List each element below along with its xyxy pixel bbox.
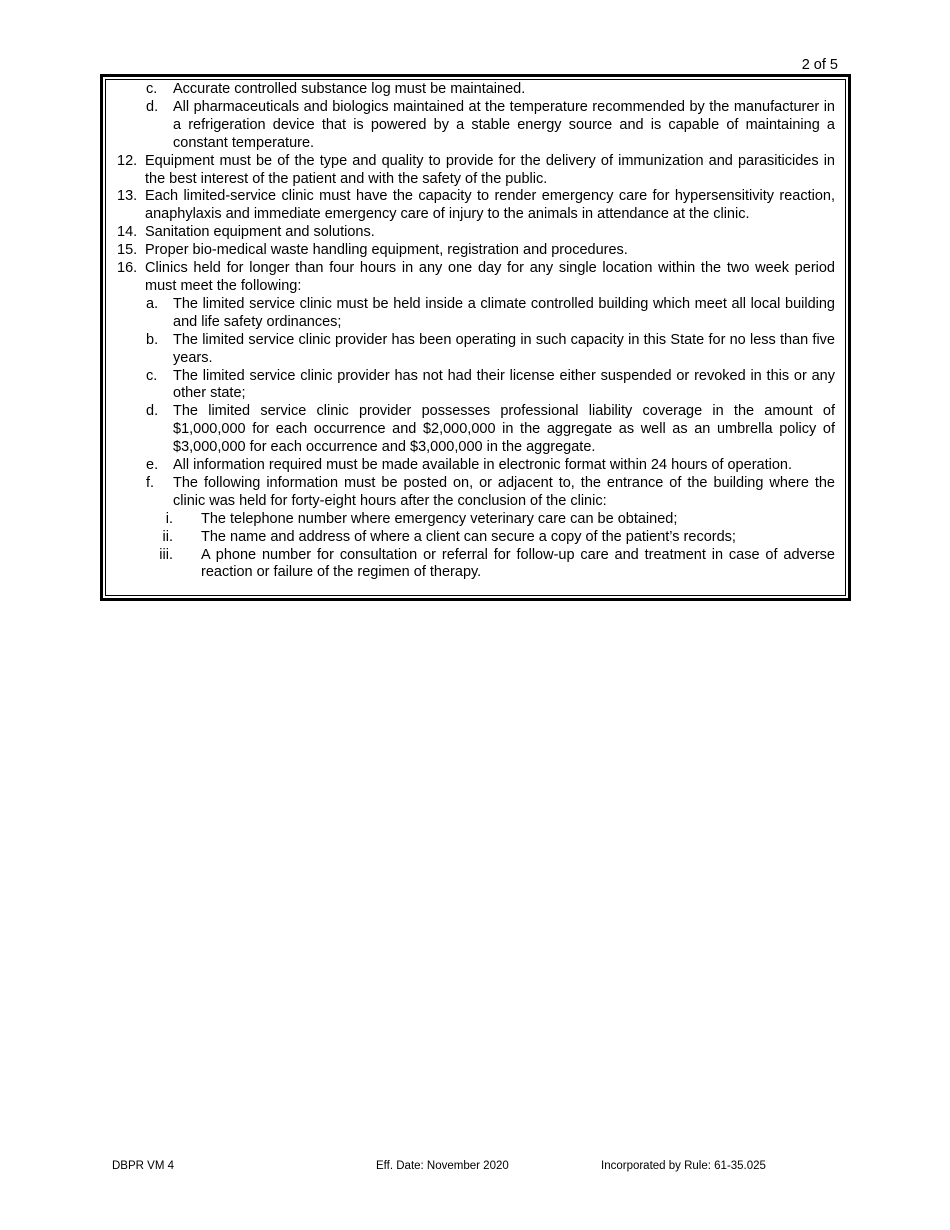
list-item bbox=[117, 511, 835, 529]
list-item bbox=[117, 368, 835, 404]
list-item bbox=[117, 81, 835, 99]
list-item bbox=[117, 529, 835, 547]
footer-form-id: DBPR VM 4 bbox=[112, 1160, 174, 1172]
list-item-marker: 15. bbox=[117, 242, 138, 259]
list-item-text: The limited service clinic must be held inside a climate controlled building which meet all local building and life safety ordinances; bbox=[173, 295, 835, 330]
list-item-text: Equipment must be of the type and quality to provide for the delivery of immunization and parasiticides in the best interest of the patient and with the safety of the public. bbox=[145, 152, 835, 187]
content-box bbox=[100, 74, 851, 601]
list-item-text: The limited service clinic provider has not had their license either suspended or revoked in this or any other state; bbox=[173, 367, 835, 402]
list-item-marker: 13. bbox=[117, 188, 138, 205]
requirements-list bbox=[117, 81, 835, 582]
list-item-marker: c. bbox=[146, 367, 158, 384]
list-item-text: The following information must be posted on, or adjacent to, the entrance of the building where the clinic was held for forty-eight hours after the conclusion of the clinic: bbox=[173, 474, 835, 509]
list-item-text: Accurate controlled substance log must be maintained. bbox=[173, 81, 526, 97]
footer-rule: Incorporated by Rule: 61-35.025 bbox=[601, 1160, 766, 1172]
list-item bbox=[117, 403, 835, 457]
list-item-text: The limited service clinic provider has been operating in such capacity in this State for no less than five years. bbox=[173, 331, 835, 366]
list-item-text: A phone number for consultation or referral for follow-up care and treatment in case of adverse reaction or failure of the regimen of therapy. bbox=[201, 546, 835, 581]
list-item-marker: d. bbox=[146, 98, 159, 115]
list-item bbox=[117, 153, 835, 189]
list-item-marker: b. bbox=[146, 331, 159, 348]
list-item bbox=[117, 457, 835, 475]
list-item-marker: a. bbox=[146, 295, 159, 312]
list-item-text: Sanitation equipment and solutions. bbox=[145, 224, 375, 241]
list-item-marker: f. bbox=[146, 474, 155, 491]
list-item-text: The telephone number where emergency veterinary care can be obtained; bbox=[201, 510, 678, 527]
list-item bbox=[117, 99, 835, 153]
list-item bbox=[117, 242, 835, 260]
content-box-inner bbox=[105, 79, 846, 596]
list-item-marker: e. bbox=[146, 457, 159, 474]
list-item-marker: d. bbox=[146, 403, 159, 420]
footer-effective-date: Eff. Date: November 2020 bbox=[376, 1160, 509, 1172]
list-item-text: Proper bio-medical waste handling equipment, registration and procedures. bbox=[145, 242, 628, 259]
list-item-marker: 12. bbox=[117, 152, 138, 169]
list-item-text: Each limited-service clinic must have the capacity to render emergency care for hypersensitivity reaction, anaphylaxis and immediate emergency care of injury to the animals in attendance at the clinic. bbox=[145, 188, 835, 223]
list-item-text: The name and address of where a client can secure a copy of the patient’s records; bbox=[201, 528, 736, 545]
list-item bbox=[117, 332, 835, 368]
list-item-marker: 14. bbox=[117, 224, 138, 241]
list-item-marker: 16. bbox=[117, 260, 138, 277]
list-item-marker: i. bbox=[165, 510, 173, 527]
list-item bbox=[117, 188, 835, 224]
list-item bbox=[117, 224, 835, 242]
list-item bbox=[117, 475, 835, 511]
list-item-text: All pharmaceuticals and biologics maintained at the temperature recommended by the manufacturer in a refrigeration device that is powered by a stable energy source and is capable of maintaining a constant temperature. bbox=[173, 98, 835, 151]
list-item bbox=[117, 547, 835, 583]
list-item-text: All information required must be made available in electronic format within 24 hours of operation. bbox=[173, 457, 792, 474]
page-number: 2 of 5 bbox=[801, 57, 838, 73]
list-item bbox=[117, 260, 835, 296]
list-item-text: The limited service clinic provider possesses professional liability coverage in the amount of $1,000,000 for each occurrence and $2,000,000 in the aggregate as well as an umbrella policy of $3,000,000 for each occurrence and $3,000,000 in the aggregate. bbox=[173, 403, 835, 456]
list-item-text: Clinics held for longer than four hours in any one day for any single location within the two week period must meet the following: bbox=[145, 260, 835, 294]
list-item-marker: iii. bbox=[159, 546, 173, 563]
list-item-marker: c. bbox=[146, 81, 158, 97]
list-item bbox=[117, 296, 835, 332]
list-item-marker: ii. bbox=[162, 528, 173, 545]
